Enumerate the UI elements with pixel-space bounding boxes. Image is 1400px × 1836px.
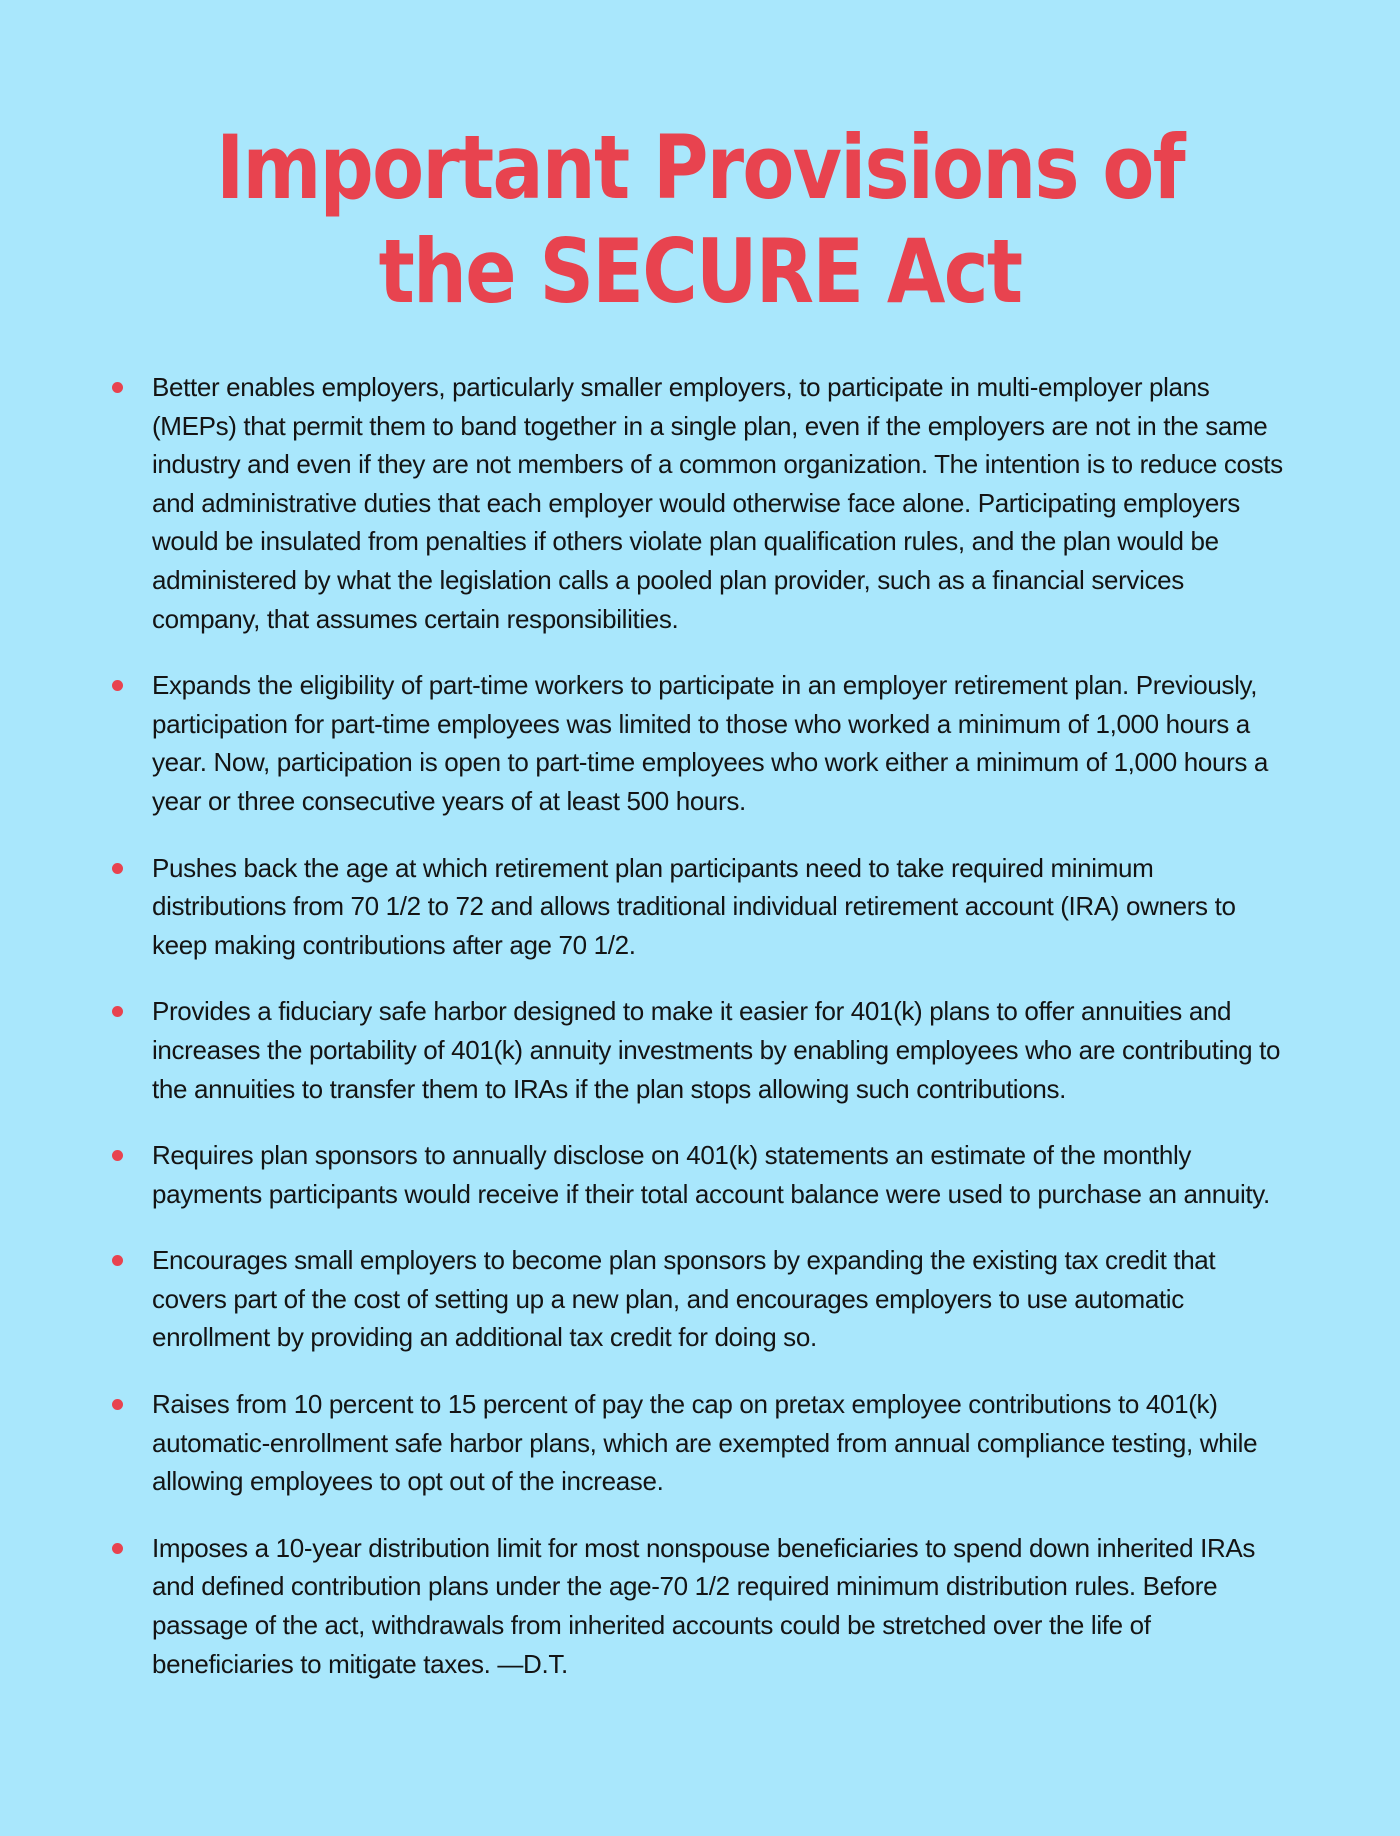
bullet-icon — [112, 680, 123, 691]
list-item — [0, 368, 1292, 638]
bullet-icon — [112, 1543, 123, 1554]
provision-text: Expands the eligibility of part-time workers to participate in an employer retirement plan. Previously, participation for part-time employees was limited to those who worked a minimum of 1,000 hours a year. Now, participation is open to part-time employees who work either a minimum of 1,000 hours a year or three consecutive years of at least 500 hours. — [152, 670, 1269, 816]
provision-text: Requires plan sponsors to annually disclose on 401(k) statements an estimate of the monthly payments participants would receive if their total account balance were used to purchase an annuity. — [152, 1140, 1270, 1209]
page-title-line-1: Important Provisions of — [216, 116, 1184, 219]
list-item — [0, 1136, 1292, 1213]
list-item — [0, 849, 1292, 965]
page-title-line-2: the SECURE Act — [378, 220, 1022, 323]
bullet-icon — [112, 382, 123, 393]
list-item — [0, 1385, 1292, 1501]
bullet-icon — [112, 1006, 123, 1017]
provisions-list — [0, 368, 1400, 1711]
bullet-icon — [112, 863, 123, 874]
provision-text: Imposes a 10-year distribution limit for most nonspouse beneficiaries to spend down inherited IRAs and defined contribution plans under the age-70 1/2 required minimum distribution rules. Before passage of the act, withdrawals from inherited accounts could be stretched over the life of beneficiaries to mitigate taxes. —D.T. — [152, 1532, 1256, 1679]
list-item — [0, 666, 1292, 820]
list-item — [0, 992, 1292, 1108]
provision-text: Pushes back the age at which retirement plan participants need to take required minimum distributions from 70 1/2 to 72 and allows traditional individual retirement account (IRA) owners to keep making contributions after age 70 1/2. — [152, 852, 1236, 960]
list-item — [0, 1529, 1292, 1683]
provision-text: Provides a fiduciary safe harbor designed to make it easier for 401(k) plans to offer annuities and increases the portability of 401(k) annuity investments by enabling employees who are contributing to the annuities to transfer them to IRAs if the plan stops allowing such contributions. — [152, 996, 1281, 1104]
bullet-icon — [112, 1399, 123, 1410]
bullet-icon — [112, 1255, 123, 1266]
provision-text: Better enables employers, particularly smaller employers, to participate in multi-employer plans (MEPs) that permit them to band together in a single plan, even if the employers are not in the same industry and even if they are not members of a common organization. The intention is to reduce costs and administrative duties that each employer would otherwise face alone. Participating employers would be insulated from penalties if others violate plan qualification rules, and the plan would be administered by what the legislation calls a pooled plan provider, such as a financial services company, that assumes certain responsibilities. — [152, 372, 1283, 634]
provision-text: Raises from 10 percent to 15 percent of pay the cap on pretax employee contributions to 401(k) automatic-enrollment safe harbor plans, which are exempted from annual compliance testing, while allowing employees to opt out of the increase. — [152, 1389, 1258, 1497]
list-item — [0, 1241, 1292, 1357]
bullet-icon — [112, 1150, 123, 1161]
provision-text: Encourages small employers to become plan sponsors by expanding the existing tax credit that covers part of the cost of setting up a new plan, and encourages employers to use automatic enrollment by providing an additional tax credit for doing so. — [152, 1245, 1216, 1353]
page-title — [0, 116, 1400, 324]
